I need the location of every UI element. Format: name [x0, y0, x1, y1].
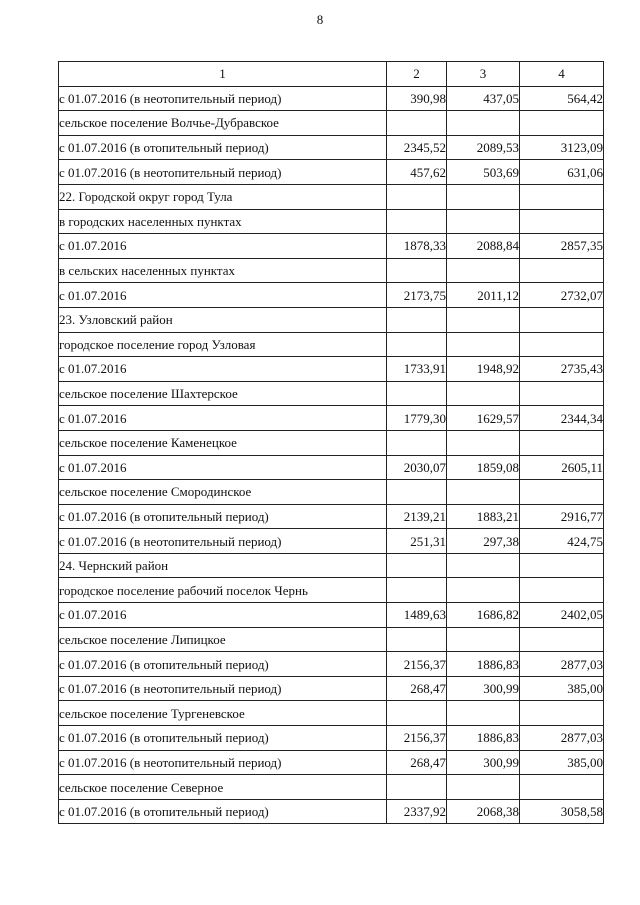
row-label-cell: в сельских населенных пунктах [59, 258, 387, 283]
value-cell-col4: 385,00 [520, 676, 604, 701]
table-row [59, 775, 604, 800]
value-cell-col3 [447, 775, 520, 800]
table-row [59, 111, 604, 136]
value-cell-col2 [387, 184, 447, 209]
table-row [59, 406, 604, 431]
row-label-cell: с 01.07.2016 [59, 283, 387, 308]
value-cell-col3: 297,38 [447, 529, 520, 554]
value-cell-col3: 2011,12 [447, 283, 520, 308]
header-cell-2: 2 [387, 62, 447, 87]
value-cell-col3 [447, 553, 520, 578]
value-cell-col3 [447, 701, 520, 726]
value-cell-col3: 1886,83 [447, 652, 520, 677]
table-row [59, 504, 604, 529]
row-label-cell: сельское поселение Липицкое [59, 627, 387, 652]
value-cell-col2: 268,47 [387, 676, 447, 701]
value-cell-col3: 2088,84 [447, 234, 520, 259]
value-cell-col4: 631,06 [520, 160, 604, 185]
value-cell-col4 [520, 111, 604, 136]
value-cell-col4 [520, 307, 604, 332]
table-row [59, 307, 604, 332]
value-cell-col3 [447, 332, 520, 357]
value-cell-col4: 2857,35 [520, 234, 604, 259]
value-cell-col3 [447, 430, 520, 455]
value-cell-col2: 1733,91 [387, 357, 447, 382]
table-row [59, 799, 604, 824]
value-cell-col2: 2156,37 [387, 652, 447, 677]
value-cell-col4 [520, 258, 604, 283]
tariff-table [58, 61, 604, 824]
value-cell-col3 [447, 627, 520, 652]
value-cell-col2 [387, 307, 447, 332]
row-label-cell: 22. Городской округ город Тула [59, 184, 387, 209]
table-row [59, 357, 604, 382]
value-cell-col2 [387, 111, 447, 136]
table-row [59, 455, 604, 480]
row-label-cell: городское поселение рабочий поселок Чернь [59, 578, 387, 603]
value-cell-col4: 424,75 [520, 529, 604, 554]
value-cell-col3 [447, 381, 520, 406]
value-cell-col2: 251,31 [387, 529, 447, 554]
value-cell-col3: 300,99 [447, 750, 520, 775]
value-cell-col3: 1886,83 [447, 726, 520, 751]
value-cell-col2: 2139,21 [387, 504, 447, 529]
value-cell-col3 [447, 578, 520, 603]
value-cell-col3: 300,99 [447, 676, 520, 701]
row-label-cell: с 01.07.2016 (в неотопительный период) [59, 676, 387, 701]
value-cell-col4 [520, 701, 604, 726]
row-label-cell: с 01.07.2016 (в неотопительный период) [59, 86, 387, 111]
table-row [59, 332, 604, 357]
table-row [59, 135, 604, 160]
value-cell-col4: 2402,05 [520, 603, 604, 628]
value-cell-col2: 2173,75 [387, 283, 447, 308]
tariff-table-body [59, 62, 604, 824]
value-cell-col2 [387, 480, 447, 505]
value-cell-col2 [387, 553, 447, 578]
row-label-cell: сельское поселение Каменецкое [59, 430, 387, 455]
value-cell-col3: 2089,53 [447, 135, 520, 160]
value-cell-col2: 1878,33 [387, 234, 447, 259]
value-cell-col2 [387, 701, 447, 726]
table-row [59, 209, 604, 234]
table-row [59, 726, 604, 751]
row-label-cell: в городских населенных пунктах [59, 209, 387, 234]
row-label-cell: городское поселение город Узловая [59, 332, 387, 357]
table-row [59, 701, 604, 726]
header-cell-3: 3 [447, 62, 520, 87]
table-row [59, 627, 604, 652]
value-cell-col2: 1489,63 [387, 603, 447, 628]
value-cell-col4: 2877,03 [520, 652, 604, 677]
row-label-cell: с 01.07.2016 (в отопительный период) [59, 726, 387, 751]
value-cell-col2 [387, 209, 447, 234]
row-label-cell: сельское поселение Северное [59, 775, 387, 800]
table-row [59, 283, 604, 308]
value-cell-col4 [520, 627, 604, 652]
value-cell-col3 [447, 258, 520, 283]
row-label-cell: с 01.07.2016 (в отопительный период) [59, 799, 387, 824]
value-cell-col4: 2916,77 [520, 504, 604, 529]
table-row [59, 480, 604, 505]
value-cell-col2: 1779,30 [387, 406, 447, 431]
table-row [59, 160, 604, 185]
value-cell-col4 [520, 553, 604, 578]
value-cell-col2: 2345,52 [387, 135, 447, 160]
value-cell-col3: 1883,21 [447, 504, 520, 529]
value-cell-col4 [520, 480, 604, 505]
row-label-cell: с 01.07.2016 (в отопительный период) [59, 135, 387, 160]
value-cell-col3: 1859,08 [447, 455, 520, 480]
value-cell-col2 [387, 578, 447, 603]
table-row [59, 750, 604, 775]
value-cell-col4: 2605,11 [520, 455, 604, 480]
value-cell-col3 [447, 209, 520, 234]
row-label-cell: с 01.07.2016 [59, 357, 387, 382]
table-row [59, 184, 604, 209]
table-row [59, 676, 604, 701]
table-row [59, 603, 604, 628]
table-row [59, 652, 604, 677]
value-cell-col4 [520, 332, 604, 357]
value-cell-col3 [447, 307, 520, 332]
row-label-cell: с 01.07.2016 [59, 603, 387, 628]
value-cell-col4 [520, 430, 604, 455]
page-number: 8 [316, 12, 324, 27]
value-cell-col3: 2068,38 [447, 799, 520, 824]
value-cell-col2: 268,47 [387, 750, 447, 775]
value-cell-col2: 390,98 [387, 86, 447, 111]
table-row [59, 86, 604, 111]
value-cell-col2 [387, 332, 447, 357]
row-label-cell: с 01.07.2016 (в отопительный период) [59, 504, 387, 529]
row-label-cell: с 01.07.2016 (в отопительный период) [59, 652, 387, 677]
row-label-cell: с 01.07.2016 [59, 234, 387, 259]
value-cell-col2: 2030,07 [387, 455, 447, 480]
value-cell-col2 [387, 258, 447, 283]
value-cell-col3 [447, 111, 520, 136]
table-row [59, 553, 604, 578]
value-cell-col4: 2344,34 [520, 406, 604, 431]
value-cell-col4 [520, 775, 604, 800]
row-label-cell: сельское поселение Смородинское [59, 480, 387, 505]
row-label-cell: с 01.07.2016 (в неотопительный период) [59, 529, 387, 554]
row-label-cell: сельское поселение Тургеневское [59, 701, 387, 726]
value-cell-col4 [520, 381, 604, 406]
row-label-cell: с 01.07.2016 (в неотопительный период) [59, 750, 387, 775]
table-header-row [59, 62, 604, 87]
value-cell-col4: 3123,09 [520, 135, 604, 160]
value-cell-col4: 2735,43 [520, 357, 604, 382]
value-cell-col3 [447, 184, 520, 209]
row-label-cell: 23. Узловский район [59, 307, 387, 332]
row-label-cell: 24. Чернский район [59, 553, 387, 578]
table-row [59, 430, 604, 455]
value-cell-col4: 564,42 [520, 86, 604, 111]
value-cell-col3: 1948,92 [447, 357, 520, 382]
value-cell-col4: 385,00 [520, 750, 604, 775]
value-cell-col2 [387, 775, 447, 800]
table-row [59, 529, 604, 554]
row-label-cell: сельское поселение Волчье-Дубравское [59, 111, 387, 136]
row-label-cell: сельское поселение Шахтерское [59, 381, 387, 406]
table-row [59, 234, 604, 259]
value-cell-col4: 2877,03 [520, 726, 604, 751]
value-cell-col2 [387, 430, 447, 455]
header-cell-4: 4 [520, 62, 604, 87]
row-label-cell: с 01.07.2016 [59, 406, 387, 431]
value-cell-col4 [520, 578, 604, 603]
value-cell-col4 [520, 184, 604, 209]
value-cell-col2: 2156,37 [387, 726, 447, 751]
table-row [59, 381, 604, 406]
value-cell-col3: 1629,57 [447, 406, 520, 431]
value-cell-col2: 457,62 [387, 160, 447, 185]
value-cell-col2 [387, 381, 447, 406]
row-label-cell: с 01.07.2016 [59, 455, 387, 480]
value-cell-col4: 2732,07 [520, 283, 604, 308]
value-cell-col3: 1686,82 [447, 603, 520, 628]
table-row [59, 258, 604, 283]
value-cell-col4: 3058,58 [520, 799, 604, 824]
value-cell-col3 [447, 480, 520, 505]
value-cell-col3: 437,05 [447, 86, 520, 111]
value-cell-col2: 2337,92 [387, 799, 447, 824]
value-cell-col3: 503,69 [447, 160, 520, 185]
value-cell-col4 [520, 209, 604, 234]
header-cell-1: 1 [59, 62, 387, 87]
row-label-cell: с 01.07.2016 (в неотопительный период) [59, 160, 387, 185]
table-row [59, 578, 604, 603]
value-cell-col2 [387, 627, 447, 652]
